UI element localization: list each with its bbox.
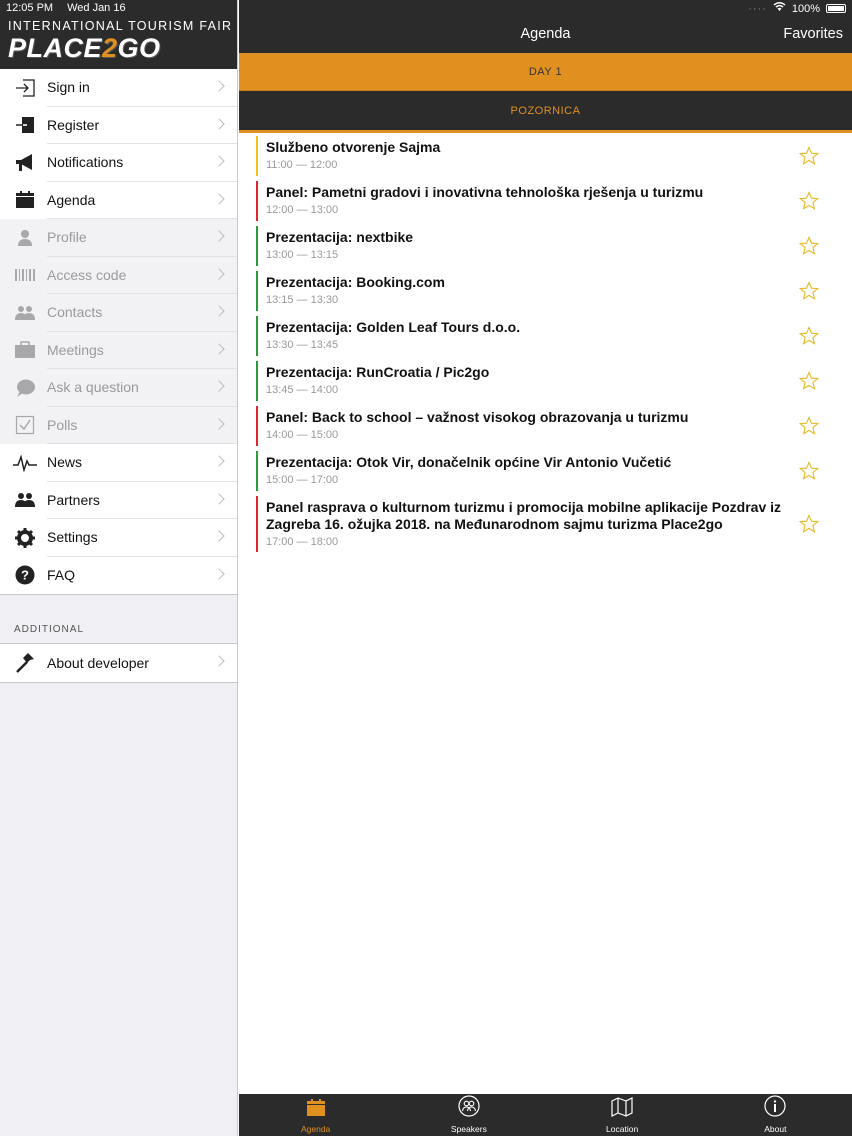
sidebar bbox=[0, 0, 238, 1136]
agenda-item-time: 13:15 — 13:30 bbox=[266, 294, 339, 306]
sidebar-item-sign-in[interactable] bbox=[0, 69, 237, 107]
tab-about[interactable] bbox=[699, 1094, 852, 1136]
favorite-star-icon[interactable] bbox=[799, 191, 819, 211]
category-color-bar bbox=[256, 226, 258, 266]
favorite-star-icon[interactable] bbox=[799, 514, 819, 534]
tab-label: Agenda bbox=[300, 1124, 331, 1134]
stage-selector[interactable]: POZORNICA bbox=[239, 91, 852, 133]
sidebar-item-label: Access code bbox=[47, 257, 237, 295]
sidebar-item-access-code[interactable] bbox=[0, 257, 237, 295]
agenda-item-title: Prezentacija: nextbike bbox=[266, 229, 414, 245]
sidebar-item-label: Settings bbox=[47, 519, 237, 557]
category-color-bar bbox=[256, 136, 258, 176]
agenda-item[interactable] bbox=[256, 406, 852, 446]
tab-label: About bbox=[764, 1124, 787, 1134]
favorite-star-icon[interactable] bbox=[799, 146, 819, 166]
sidebar-item-label: Notifications bbox=[47, 144, 237, 182]
favorite-star-icon[interactable] bbox=[799, 281, 819, 301]
sidebar-item-label: Contacts bbox=[47, 294, 237, 332]
question-icon bbox=[0, 565, 47, 585]
day-selector[interactable]: DAY 1 bbox=[239, 53, 852, 91]
page-title: Agenda bbox=[520, 26, 571, 42]
sidebar-item-contacts[interactable] bbox=[0, 294, 237, 332]
sidebar-item-label: Profile bbox=[47, 219, 237, 257]
sidebar-item-partners[interactable] bbox=[0, 482, 237, 520]
section-header-additional: ADDITIONAL bbox=[0, 594, 237, 644]
category-color-bar bbox=[256, 316, 258, 356]
category-color-bar bbox=[256, 451, 258, 491]
sidebar-item-ask-question[interactable] bbox=[0, 369, 237, 407]
agenda-item-title: Prezentacija: Booking.com bbox=[266, 274, 445, 290]
favorite-star-icon[interactable] bbox=[799, 326, 819, 346]
agenda-item-time: 13:45 — 14:00 bbox=[266, 384, 339, 396]
checkbox-icon bbox=[0, 415, 47, 435]
logo-name-two: 2 bbox=[102, 33, 118, 63]
megaphone-icon bbox=[0, 153, 47, 173]
agenda-item[interactable] bbox=[256, 226, 852, 266]
logo-name-part: GO bbox=[117, 33, 161, 63]
sidebar-item-profile[interactable] bbox=[0, 219, 237, 257]
tab-bar bbox=[239, 1094, 852, 1136]
sidebar-item-label: Polls bbox=[47, 407, 237, 445]
speakers-icon bbox=[458, 1095, 480, 1122]
briefcase-icon bbox=[0, 341, 47, 359]
wifi-icon bbox=[773, 2, 786, 15]
pulse-icon bbox=[0, 454, 47, 472]
tab-label: Location bbox=[606, 1124, 639, 1134]
status-date: Wed Jan 16 bbox=[67, 2, 126, 14]
agenda-item-title: Prezentacija: RunCroatia / Pic2go bbox=[266, 364, 490, 380]
sidebar-item-register[interactable] bbox=[0, 107, 237, 145]
sidebar-item-settings[interactable] bbox=[0, 519, 237, 557]
logo-tagline: INTERNATIONAL TOURISM FAIR bbox=[8, 19, 233, 33]
agenda-item-title: Prezentacija: Otok Vir, donačelnik općine Vir Antonio Vučetić bbox=[266, 454, 672, 470]
status-time: 12:05 PM bbox=[6, 2, 54, 14]
agenda-item[interactable] bbox=[256, 316, 852, 356]
sidebar-item-label: Agenda bbox=[47, 182, 237, 220]
tab-label: Speakers bbox=[450, 1124, 487, 1134]
hammer-icon bbox=[0, 652, 47, 674]
battery-icon bbox=[826, 4, 846, 13]
agenda-item-time: 17:00 — 18:00 bbox=[266, 536, 339, 548]
person-icon bbox=[0, 229, 47, 247]
sidebar-item-news[interactable] bbox=[0, 444, 237, 482]
gear-icon bbox=[0, 528, 47, 548]
category-color-bar bbox=[256, 361, 258, 401]
agenda-item-time: 13:00 — 13:15 bbox=[266, 249, 339, 261]
category-color-bar bbox=[256, 271, 258, 311]
favorites-button[interactable]: Favorites bbox=[783, 26, 843, 42]
status-bar-left bbox=[6, 2, 126, 14]
sidebar-item-label: FAQ bbox=[47, 567, 76, 584]
people-icon bbox=[0, 305, 47, 321]
agenda-item[interactable] bbox=[256, 136, 852, 176]
chat-bubble-icon bbox=[0, 378, 47, 398]
main-panel bbox=[239, 0, 852, 1136]
sidebar-item-label: Meetings bbox=[47, 332, 237, 370]
favorite-star-icon[interactable] bbox=[799, 236, 819, 256]
tab-location[interactable] bbox=[546, 1094, 699, 1136]
category-color-bar bbox=[256, 181, 258, 221]
sign-in-icon bbox=[0, 79, 47, 97]
svg-text:?: ? bbox=[20, 567, 29, 583]
sidebar-menu-additional bbox=[0, 644, 237, 683]
tab-agenda[interactable] bbox=[239, 1094, 392, 1136]
category-color-bar bbox=[256, 496, 258, 552]
agenda-item-time: 11:00 — 12:00 bbox=[266, 159, 338, 171]
status-bar-right bbox=[748, 2, 846, 15]
sidebar-item-label: Partners bbox=[47, 482, 237, 520]
sidebar-item-faq[interactable] bbox=[0, 557, 237, 595]
tab-speakers[interactable] bbox=[392, 1094, 545, 1136]
group-icon bbox=[0, 492, 47, 508]
agenda-item-time: 13:30 — 13:45 bbox=[266, 339, 339, 351]
favorite-star-icon[interactable] bbox=[799, 371, 819, 391]
register-icon bbox=[0, 116, 47, 134]
agenda-item[interactable] bbox=[256, 496, 852, 552]
logo-name-part: PLACE bbox=[8, 33, 103, 63]
sidebar-item-meetings[interactable] bbox=[0, 332, 237, 370]
sidebar-item-notifications[interactable] bbox=[0, 144, 237, 182]
barcode-icon bbox=[0, 268, 47, 282]
info-icon bbox=[764, 1095, 786, 1122]
sidebar-item-label: Ask a question bbox=[47, 369, 237, 407]
map-icon bbox=[611, 1097, 633, 1122]
battery-percent: 100% bbox=[791, 2, 820, 15]
agenda-item-title: Panel: Pametni gradovi i inovativna tehnološka rješenja u turizmu bbox=[266, 184, 704, 200]
category-color-bar bbox=[256, 406, 258, 446]
sidebar-item-agenda[interactable] bbox=[0, 182, 237, 220]
signal-dots-icon: ···· bbox=[748, 2, 767, 15]
favorite-star-icon[interactable] bbox=[799, 461, 819, 481]
calendar-icon bbox=[0, 191, 47, 209]
sidebar-item-label: About developer bbox=[47, 654, 149, 671]
calendar-icon bbox=[306, 1099, 326, 1122]
agenda-item-title: Panel: Back to school – važnost visokog obrazovanja u turizmu bbox=[266, 409, 689, 425]
sidebar-item-label: News bbox=[47, 444, 237, 482]
agenda-item-time: 15:00 — 17:00 bbox=[266, 474, 339, 486]
agenda-item-title: Panel rasprava o kulturnom turizmu i promocija mobilne aplikacije Pozdrav iz Zagreba 16. ožujka 2018. na Međunarodnom sajmu turizma Place2go bbox=[266, 499, 782, 532]
logo-wordmark bbox=[8, 34, 229, 62]
sidebar-item-label: Register bbox=[47, 107, 237, 145]
agenda-item-time: 12:00 — 13:00 bbox=[266, 204, 339, 216]
sidebar-item-label: Sign in bbox=[47, 69, 237, 107]
agenda-item[interactable] bbox=[256, 181, 852, 221]
sidebar-item-about-developer[interactable] bbox=[0, 644, 237, 682]
sidebar-menu bbox=[0, 69, 237, 594]
agenda-item[interactable] bbox=[256, 361, 852, 401]
agenda-item[interactable] bbox=[256, 271, 852, 311]
agenda-list bbox=[239, 133, 852, 552]
agenda-item-title: Prezentacija: Golden Leaf Tours d.o.o. bbox=[266, 319, 521, 335]
agenda-item-title: Službeno otvorenje Sajma bbox=[266, 139, 441, 155]
sidebar-item-polls[interactable] bbox=[0, 407, 237, 445]
agenda-item-time: 14:00 — 15:00 bbox=[266, 429, 339, 441]
favorite-star-icon[interactable] bbox=[799, 416, 819, 436]
agenda-item[interactable] bbox=[256, 451, 852, 491]
